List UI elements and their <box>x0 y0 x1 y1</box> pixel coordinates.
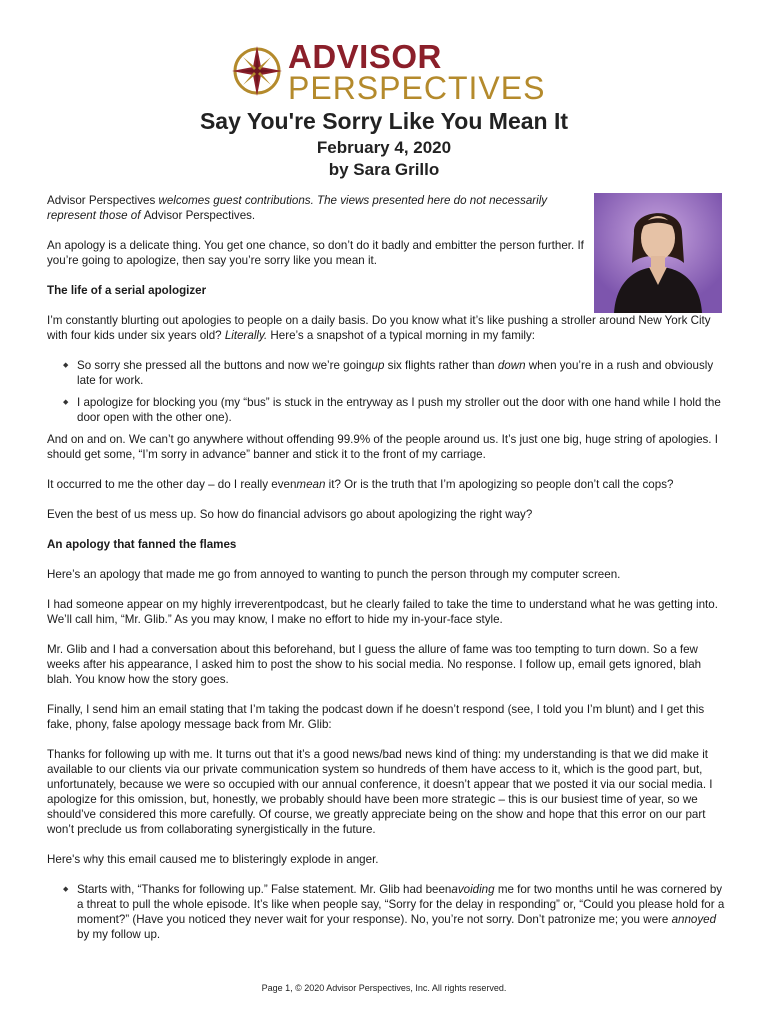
page-footer: Page 1, © 2020 Advisor Perspectives, Inc. All rights reserved. <box>261 983 507 993</box>
section-heading-fanned-flames: An apology that fanned the flames <box>47 538 237 551</box>
list-item: ◆ Starts with, “Thanks for following up.” False statement. Mr. Glib had beenavoiding me for two months until he was cornered by a threat to pull the whole episode. It’s like when people say, “Sorry for the delay in responding” or, “Could you please hold for a moment?” (Have you noticed they never wait for your response). No, you’re not sorry. Don’t patronize me; you were annoyed by my follow up. <box>77 882 727 942</box>
bullet-list-reasons <box>47 882 727 942</box>
quoted-email: Thanks for following up with me. It turns out that it’s a good news/bad news kind of thing: my understanding is that we did make it available to our clients via our private communication system so hundreds of them have access to it, which is the good part, but, unfortunately, because we were so occupied with our annual conference, it doesn’t appear that we posted it via our social media. I apologize for this omission, but, honestly, we probably should have been more strategic – this is our busiest time of year, so we should’ve considered this more carefully. Of course, we greatly appreciate being on the show and hope that this error on our part won’t preclude us from collaborating synergistically in the future. <box>47 748 713 836</box>
article-author: by Sara Grillo <box>328 160 440 179</box>
section-heading-serial-apologizer: The life of a serial apologizer <box>47 284 207 297</box>
advisor-perspectives-logo <box>230 38 550 106</box>
paragraph: I’m constantly blurting out apologies to people on a daily basis. Do you know what it’s like pushing a stroller around New York City with four kids under six years old? Literally. Here’s a snapshot of a typical morning in my family: <box>47 314 711 342</box>
list-item: ◆ I apologize for blocking you (my “bus” is stuck in the entryway as I push my stroller out the door with one hand while I hold the door open with the other one). <box>77 395 727 425</box>
podcast-link[interactable]: podcast <box>283 598 325 611</box>
paragraph: It occurred to me the other day – do I really evenmean it? Or is the truth that I’m apologizing so people don’t call the cops? <box>47 478 674 491</box>
paragraph: Mr. Glib and I had a conversation about this beforehand, but I guess the allure of fame was too tempting to turn down. So a few weeks after his appearance, I asked him to post the show to his social media. No response. I follow up, email gets ignored, blah blah. You know how the story goes. <box>47 643 702 686</box>
bullet-list-apologies <box>47 358 727 425</box>
article-date: February 4, 2020 <box>316 138 452 157</box>
logo-wordmark-advisor: ADVISOR <box>288 38 442 75</box>
intro-paragraph: An apology is a delicate thing. You get one chance, so don’t do it badly and embitter the person further. If you’re going to apologize, then say you’re sorry like you mean it. <box>47 239 584 267</box>
logo-wordmark-perspectives: PERSPECTIVES <box>288 70 546 106</box>
paragraph: Finally, I send him an email stating that I’m taking the podcast down if he doesn’t respond (see, I told you I’m blunt) and I get this fake, phony, false apology message back from Mr. Glib: <box>47 703 705 731</box>
list-item: ◆ So sorry she pressed all the buttons and now we’re goingup six flights rather than down when you’re in a rush and obviously late for work. <box>77 358 727 388</box>
paragraph: Even the best of us mess up. So how do financial advisors go about apologizing the right way? <box>47 508 533 521</box>
paragraph: Here's why this email caused me to blisteringly explode in anger. <box>47 853 379 866</box>
intro-disclaimer: Advisor Perspectives welcomes guest contributions. The views presented here do not necessarily represent those of Advisor Perspectives. <box>47 194 548 222</box>
paragraph: Here’s an apology that made me go from annoyed to wanting to punch the person through my computer screen. <box>47 568 621 581</box>
paragraph: I had someone appear on my highly irreverentpodcast, but he clearly failed to take the time to understand what he was getting into. We’ll call him, “Mr. Glib.” As you may know, I make no effort to hide my in-your-face style. <box>47 598 718 626</box>
article-title: Say You're Sorry Like You Mean It <box>199 108 569 134</box>
article-body <box>47 193 727 949</box>
paragraph: And on and on. We can’t go anywhere without offending 99.9% of the people around us. It’s just one big, huge string of apologies. I should get some, “I’m sorry in advance” banner and stick it to the front of my carriage. <box>47 433 718 461</box>
compass-star-icon <box>230 44 284 98</box>
